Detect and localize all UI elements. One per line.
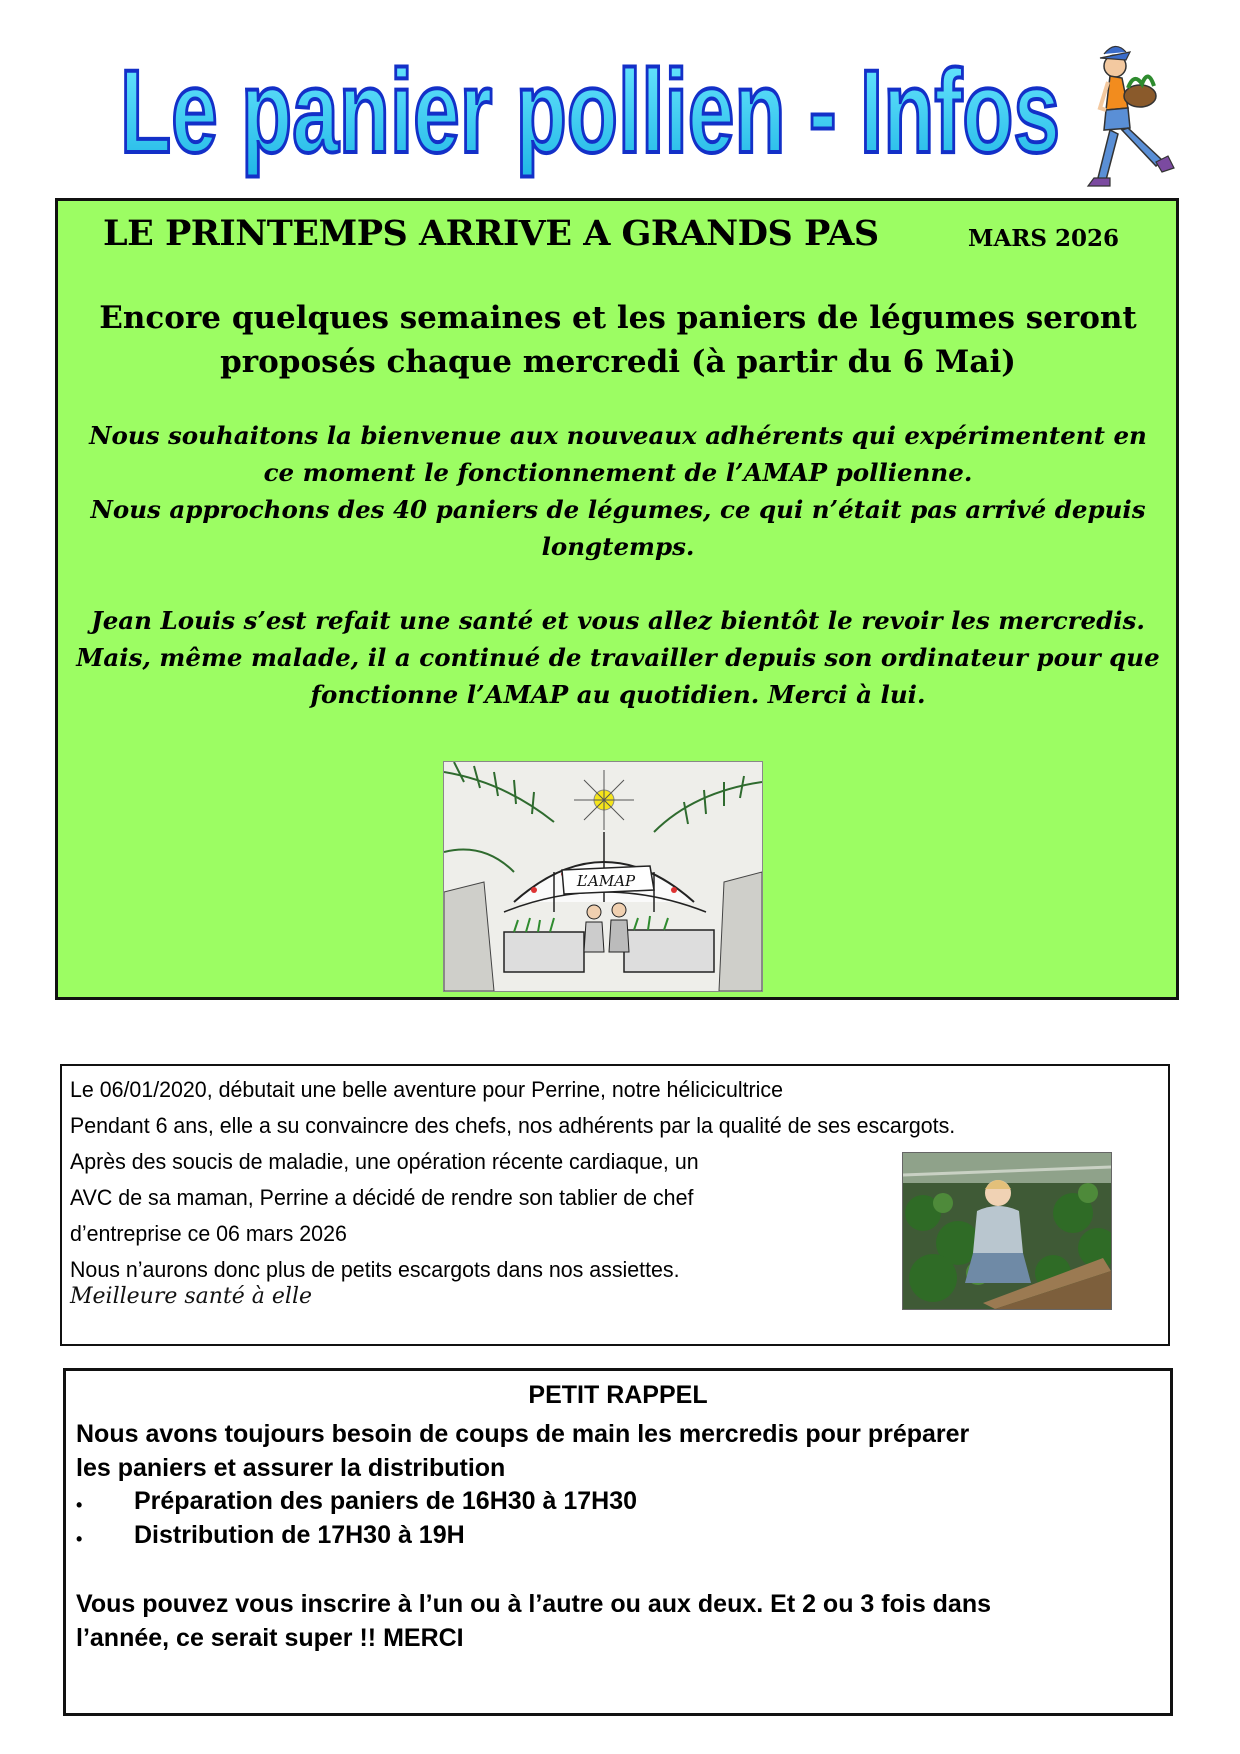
gardener-illustration [1070, 38, 1190, 203]
masthead-title: Le panier pollien - Infos [120, 46, 1060, 178]
perrine-photo [902, 1152, 1112, 1310]
reminder-title: PETIT RAPPEL [528, 1381, 708, 1409]
reminder-bullet: Distribution de 17H30 à 19H [134, 1521, 465, 1549]
paragraph-line: Jean Louis s’est refait une santé et vous allez bientôt le revoir les mercredis. [91, 606, 1145, 635]
volunteer-reminder-box [63, 1368, 1173, 1716]
paragraph-line: ce moment le fonctionnement de l’AMAP pollienne. [263, 458, 973, 487]
perrine-text-line: Pendant 6 ans, elle a su convaincre des chefs, nos adhérents par la qualité de ses escargots. [70, 1113, 956, 1138]
perrine-text-line: d’entreprise ce 06 mars 2026 [70, 1221, 347, 1246]
masthead [110, 40, 1070, 190]
paragraph-line: Nous approchons des 40 paniers de légumes, ce qui n’était pas arrivé depuis [90, 495, 1146, 524]
paragraph-line: fonctionne l’AMAP au quotidien. Merci à lui. [310, 680, 926, 709]
reminder-closing-line: Vous pouvez vous inscrire à l’un ou à l’autre ou aux deux. Et 2 ou 3 fois dans [76, 1590, 992, 1618]
masthead-wordart [110, 40, 1070, 190]
issue-date: MARS 2026 [968, 225, 1120, 252]
paragraph-line: Nous souhaitons la bienvenue aux nouveaux adhérents qui expérimentent en [89, 421, 1147, 450]
welcome-paragraph [68, 417, 1168, 565]
paragraph-line: longtemps. [541, 532, 695, 561]
basket-announcement [78, 296, 1158, 384]
bullet-icon: • [76, 1529, 83, 1549]
perrine-text-line: AVC de sa maman, Perrine a décidé de rendre son tablier de chef [70, 1185, 694, 1210]
amap-market-illustration [443, 761, 763, 992]
signoff-text: Meilleure santé à elle [70, 1284, 313, 1309]
perrine-news-box [60, 1064, 1170, 1346]
reminder-intro-line: les paniers et assurer la distribution [76, 1454, 506, 1482]
perrine-text-line: Après des soucis de maladie, une opération récente cardiaque, un [70, 1149, 699, 1174]
perrine-text-line: Le 06/01/2020, débutait une belle aventure pour Perrine, notre hélicicultrice [70, 1077, 783, 1102]
spring-headline: LE PRINTEMPS ARRIVE A GRANDS PAS [103, 213, 879, 254]
lead-line: Encore quelques semaines et les paniers de légumes seront [99, 300, 1137, 336]
spring-announcement-panel [55, 198, 1179, 1000]
reminder-bullet: Préparation des paniers de 16H30 à 17H30 [134, 1487, 638, 1515]
jean-louis-paragraph [68, 602, 1168, 713]
reminder-closing-line: l’année, ce serait super !! MERCI [76, 1624, 464, 1652]
lead-line: proposés chaque mercredi (à partir du 6 Mai) [220, 344, 1016, 380]
paragraph-line: Mais, même malade, il a continué de travailler depuis son ordinateur pour que [76, 643, 1160, 672]
bullet-icon: • [76, 1495, 83, 1515]
amap-banner-label: L’AMAP [576, 872, 636, 890]
perrine-text-line: Nous n’aurons donc plus de petits escargots dans nos assiettes. [70, 1257, 680, 1282]
reminder-intro-line: Nous avons toujours besoin de coups de main les mercredis pour préparer [76, 1420, 970, 1448]
